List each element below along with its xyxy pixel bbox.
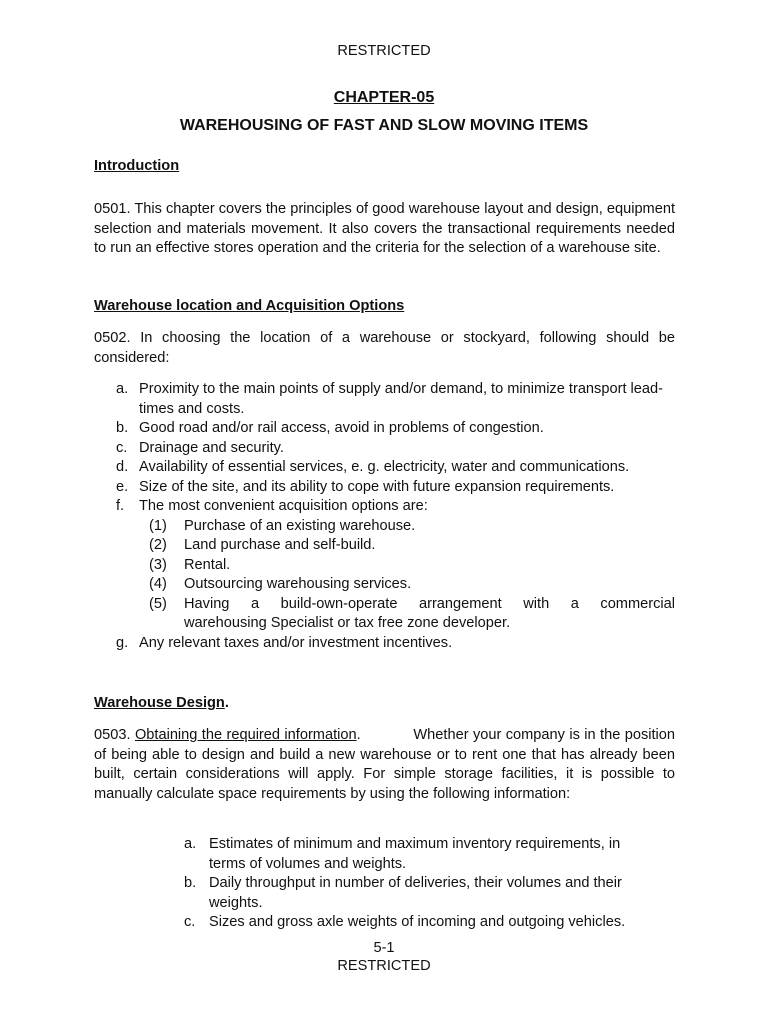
- list-item: d. Availability of essential services, e. g. electricity, water and communications.: [116, 459, 630, 475]
- sub-list-item: (2) Land purchase and self-build.: [149, 537, 376, 553]
- list-item: f. The most convenient acquisition options are: (1) Purchase of an existing warehouse. (2) Land purchase and self-build. (3) Rental. (4) Outsourcing warehousing services. (5) Having a build-own-operate arrangement with a commercial warehousing Specialist or tax free zone developer.: [94, 497, 675, 634]
- sub-list-item: (1) Purchase of an existing warehouse.: [149, 517, 416, 534]
- design-heading: Warehouse Design.: [94, 695, 229, 711]
- intro-heading: Introduction: [94, 158, 180, 174]
- sub-list-item: (5) Having a build-own-operate arrangement with a commercial warehousing Specialist or tax free zone developer.: [149, 595, 675, 631]
- paragraph-0502: 0502. In choosing the location of a warehouse or stockyard, following should be considered:: [94, 330, 675, 366]
- list-item: a. Estimates of minimum and maximum inventory requirements, in terms of volumes and weights.: [184, 836, 621, 872]
- design-list: [184, 835, 654, 933]
- list-item: e. Size of the site, and its ability to cope with future expansion requirements.: [116, 478, 615, 495]
- list-item: c. Sizes and gross axle weights of incoming and outgoing vehicles.: [184, 914, 626, 930]
- chapter-title: WAREHOUSING OF FAST AND SLOW MOVING ITEMS: [179, 117, 589, 134]
- chapter-number: CHAPTER-05: [333, 89, 435, 106]
- footer-classification: RESTRICTED: [337, 958, 431, 974]
- sub-list-item: (3) Rental.: [149, 556, 231, 573]
- acquisition-options-list: [149, 517, 675, 634]
- list-item: b. Daily throughput in number of deliveries, their volumes and their weights.: [184, 875, 622, 911]
- list-item: c. Drainage and security.: [116, 439, 284, 456]
- paragraph-0501: 0501. This chapter covers the principles of good warehouse layout and design, equipment selection and materials movement. It also covers the transactional requirements needed to run an effective stores operation and the criteria for the selection of a warehouse site.: [94, 201, 675, 256]
- header-classification: RESTRICTED: [337, 43, 431, 59]
- paragraph-0503: 0503. Obtaining the required information. Whether your company is in the position of being able to design and build a new warehouse or to rent one that has already been built, certain considerations will apply. For simple storage facilities, it is possible to manually calculate space requirements by using the following information:: [94, 727, 676, 802]
- list-item: a. Proximity to the main points of supply and/or demand, to minimize transport lead-times and costs.: [116, 381, 663, 417]
- list-item: b. Good road and/or rail access, avoid in problems of congestion.: [116, 420, 544, 436]
- page-number: 5-1: [373, 940, 395, 956]
- sub-list-item: (4) Outsourcing warehousing services.: [149, 576, 412, 592]
- list-item: g. Any relevant taxes and/or investment incentives.: [116, 634, 453, 651]
- location-heading: Warehouse location and Acquisition Options: [94, 298, 405, 314]
- location-list: [94, 380, 675, 653]
